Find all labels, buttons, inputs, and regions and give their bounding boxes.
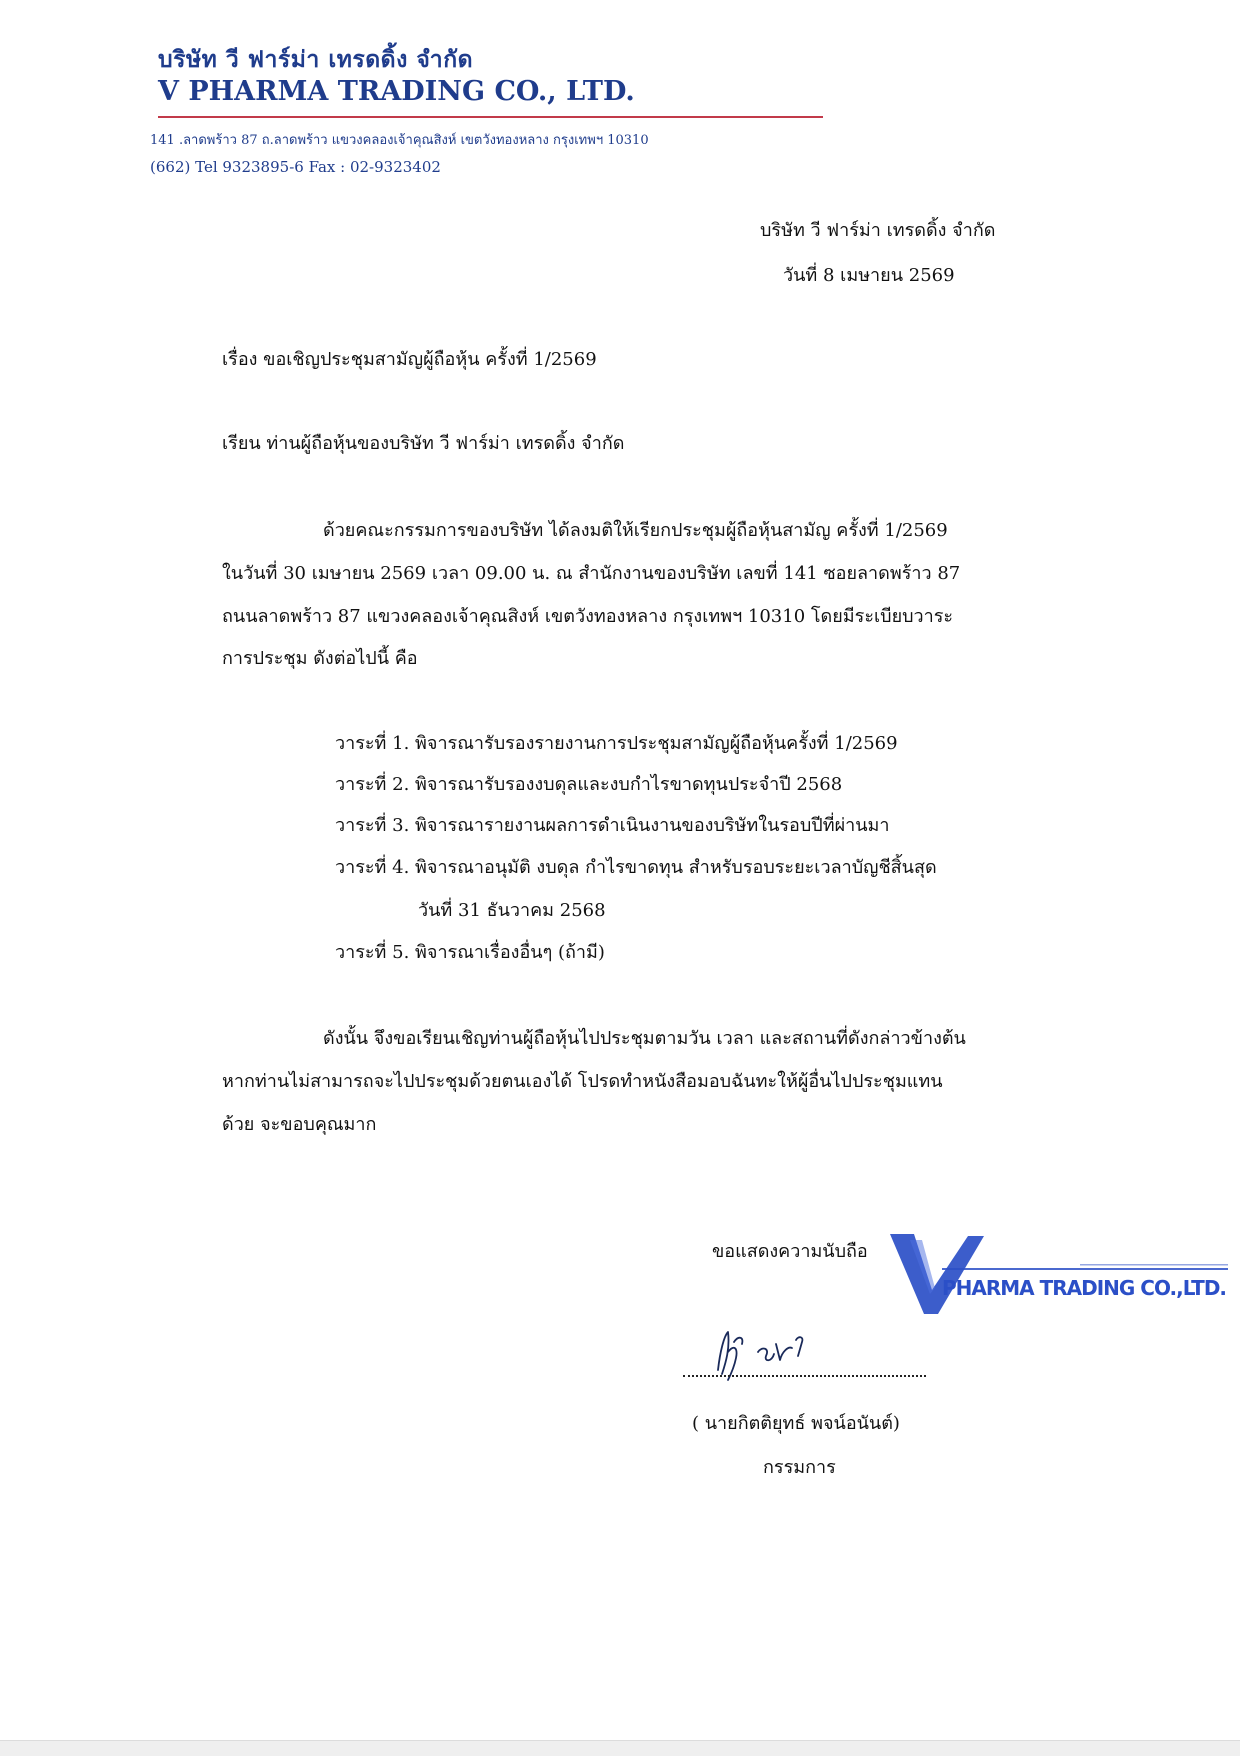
signature-line <box>683 1375 926 1377</box>
body-closing-line: หากท่านไม่สามารถจะไปประชุมด้วยตนเองได้ โปรดทำหนังสือมอบฉันทะให้ผู้อื่นไปประชุมแทน <box>222 1071 943 1092</box>
body-intro-line: ถนนลาดพร้าว 87 แขวงคลองเจ้าคุณสิงห์ เขตวังทองหลาง กรุงเทพฯ 10310 โดยมีระเบียบวาระ <box>222 606 954 627</box>
company-stamp <box>880 1228 1230 1323</box>
closing-regards: ขอแสดงความนับถือ <box>712 1241 868 1262</box>
letterhead-company-thai: บริษัท วี ฟาร์ม่า เทรดดิ้ง จำกัด <box>158 46 474 73</box>
letterhead-address: 141 .ลาดพร้าว 87 ถ.ลาดพร้าว แขวงคลองเจ้าคุณสิงห์ เขตวังทองหลาง กรุงเทพฯ 10310 <box>150 133 649 148</box>
letterhead-company-english: V PHARMA TRADING CO., LTD. <box>158 76 635 107</box>
agenda-item-continuation: วันที่ 31 ธันวาคม 2568 <box>418 900 606 921</box>
signatory-name: ( นายกิตติยุทธ์ พจน์อนันต์) <box>692 1413 900 1434</box>
handwritten-signature <box>700 1322 830 1387</box>
body-closing-line: ดังนั้น จึงขอเรียนเชิญท่านผู้ถือหุ้นไปประชุมตามวัน เวลา และสถานที่ดังกล่าวข้างต้น <box>323 1028 966 1049</box>
agenda-item: วาระที่ 1. พิจารณารับรองรายงานการประชุมสามัญผู้ถือหุ้นครั้งที่ 1/2569 <box>335 733 898 754</box>
letterhead-divider <box>158 116 823 118</box>
letterhead-contact: (662) Tel 9323895-6 Fax : 02-9323402 <box>150 158 441 176</box>
letter-subject: เรื่อง ขอเชิญประชุมสามัญผู้ถือหุ้น ครั้งที่ 1/2569 <box>222 349 597 370</box>
body-intro-line: ในวันที่ 30 เมษายน 2569 เวลา 09.00 น. ณ สำนักงานของบริษัท เลขที่ 141 ซอยลาดพร้าว 87 <box>222 563 961 584</box>
stamp-text: PHARMA TRADING CO.,LTD. <box>942 1276 1227 1300</box>
agenda-item: วาระที่ 4. พิจารณาอนุมัติ งบดุล กำไรขาดทุน สำหรับรอบระยะเวลาบัญชีสิ้นสุด <box>335 857 937 878</box>
signatory-title: กรรมการ <box>763 1457 836 1478</box>
body-intro-line: การประชุม ดังต่อไปนี้ คือ <box>222 648 418 669</box>
scan-edge <box>0 1740 1240 1756</box>
sender-company: บริษัท วี ฟาร์ม่า เทรดดิ้ง จำกัด <box>760 220 996 241</box>
body-closing-line: ด้วย จะขอบคุณมาก <box>222 1114 377 1135</box>
agenda-item: วาระที่ 3. พิจารณารายงานผลการดำเนินงานของบริษัทในรอบปีที่ผ่านมา <box>335 815 890 836</box>
letter-date: วันที่ 8 เมษายน 2569 <box>783 265 955 286</box>
body-intro-line: ด้วยคณะกรรมการของบริษัท ได้ลงมติให้เรียกประชุมผู้ถือหุ้นสามัญ ครั้งที่ 1/2569 <box>323 520 948 541</box>
agenda-item: วาระที่ 2. พิจารณารับรองงบดุลและงบกำไรขาดทุนประจำปี 2568 <box>335 774 843 795</box>
letter-recipient: เรียน ท่านผู้ถือหุ้นของบริษัท วี ฟาร์ม่า เทรดดิ้ง จำกัด <box>222 433 625 454</box>
agenda-item: วาระที่ 5. พิจารณาเรื่องอื่นๆ (ถ้ามี) <box>335 942 605 963</box>
